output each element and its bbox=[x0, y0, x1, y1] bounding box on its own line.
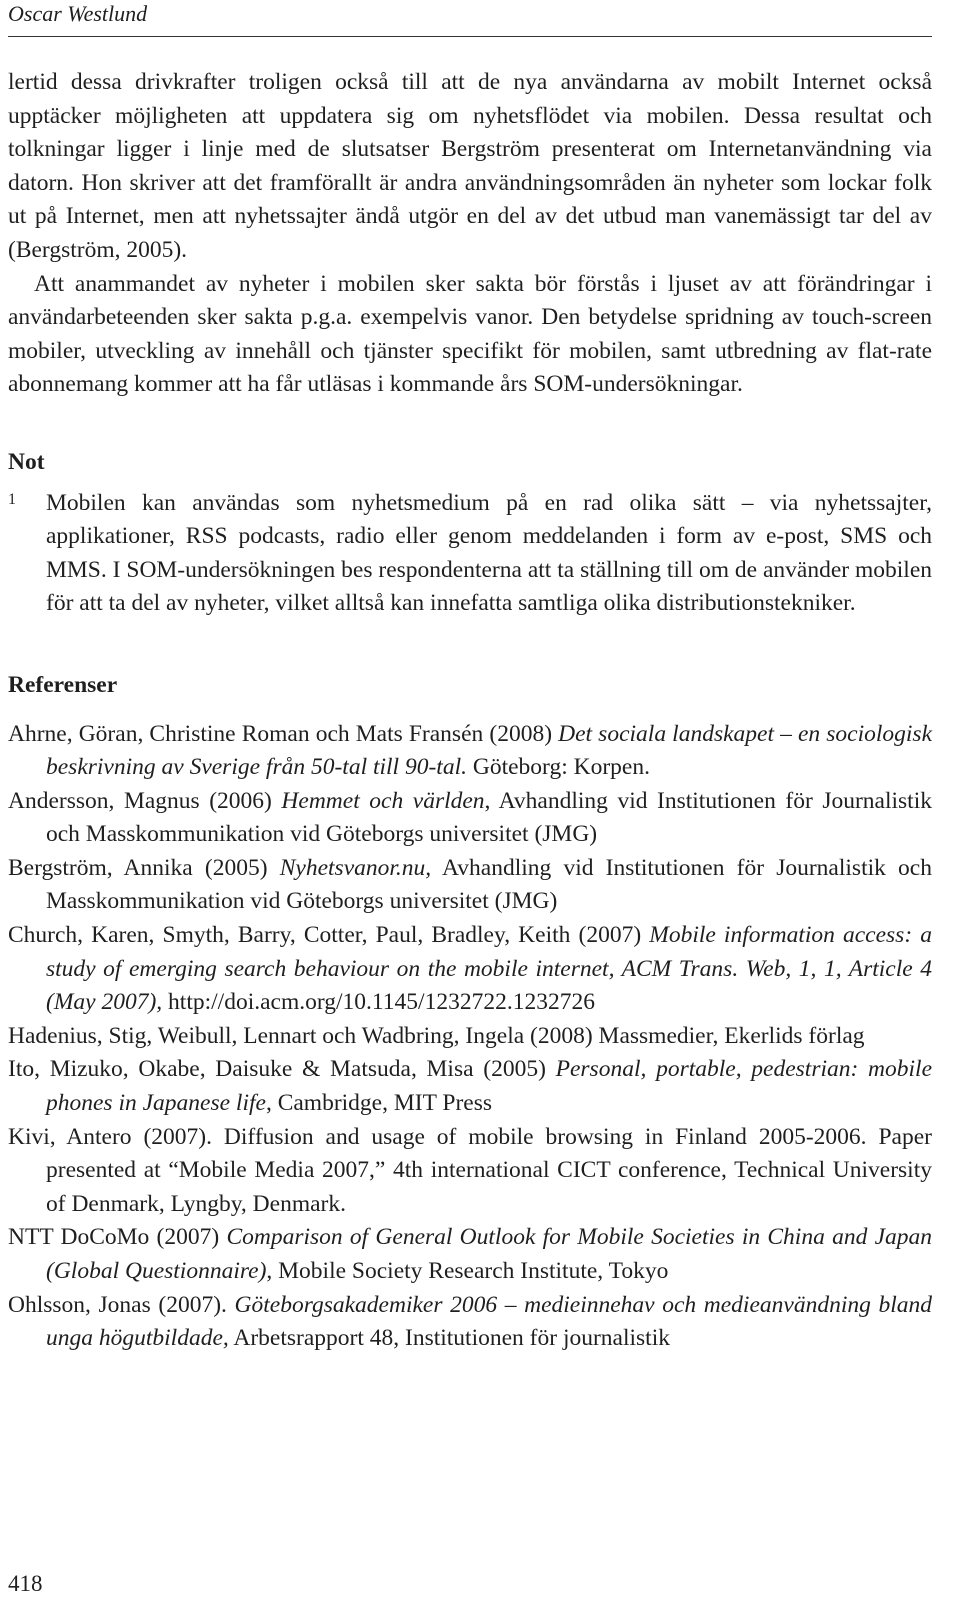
reference-title: Mobile information access: a study of emerging search behaviour on the mobile internet, ACM Trans. Web, 1, 1, Article 4 (May 2007), bbox=[46, 922, 932, 1016]
reference-title: Comparison of General Outlook for Mobile Societies in China and Japan (Global Questionnaire) bbox=[46, 1224, 932, 1284]
reference-author: NTT DoCoMo (2007) bbox=[8, 1224, 227, 1251]
reference-details: , Avhandling vid Institutionen för Journalistik och Masskommunikation vid Göteborgs universitet (JMG) bbox=[46, 787, 932, 848]
page-content bbox=[8, 66, 932, 1356]
reference-title: Det sociala landskapet – en sociologisk beskrivning av Sverige från 50-tal till 90-tal. bbox=[46, 720, 932, 781]
footnote-text: Mobilen kan användas som nyhetsmedium på en rad olika sätt – via nyhetssajter, applikationer, RSS podcasts, radio eller genom meddelanden i form av e-post, SMS och MMS. I SOM-undersökningen bes respondenterna att ta ställning till om de använder mobilen för att ta del av nyheter, vilket alltså kan innefatta samtliga olika distributionstekniker. bbox=[46, 489, 932, 617]
reference-item bbox=[8, 1020, 932, 1054]
reference-title: Göteborgsakademiker 2006 – medieinnehav och medieanvändning bland unga högutbildade, bbox=[46, 1291, 932, 1352]
reference-author: Andersson, Magnus (2006) bbox=[8, 787, 282, 814]
reference-item bbox=[8, 718, 932, 785]
reference-item bbox=[8, 1289, 932, 1356]
reference-author: Ohlsson, Jonas (2007). bbox=[8, 1291, 235, 1318]
reference-details: , Cambridge, MIT Press bbox=[265, 1090, 492, 1117]
reference-item bbox=[8, 919, 932, 1020]
references-heading: Referenser bbox=[8, 671, 118, 698]
page-number: 418 bbox=[8, 1571, 43, 1596]
reference-title: Personal, portable, pedestrian: mobile phones in Japanese life bbox=[46, 1056, 932, 1117]
page-header bbox=[8, 0, 932, 37]
reference-author: Church, Karen, Smyth, Barry, Cotter, Paul, Bradley, Keith (2007) bbox=[8, 922, 650, 949]
body-paragraph: lertid dessa drivkrafter troligen också till att de nya användarna av mobilt Internet också upptäcker möjligheten att uppdatera sig om nyhetsflödet via mobilen. Dessa resultat och tolkningar ligger i linje med de slutsatser Bergström presenterat om Internetanvändning via datorn. Hon skriver att det framförallt är andra användningsområden än nyheter som lockar folk ut på Internet, men att nyhetssajter ändå utgör en del av det utbud man vanemässigt tar del av (Bergström, 2005). bbox=[8, 69, 932, 263]
reference-details: Arbetsrapport 48, Institutionen för journalistik bbox=[228, 1325, 670, 1352]
body-paragraph: Att anammandet av nyheter i mobilen sker sakta bör förstås i ljuset av att förändringar i användarbeteenden sker sakta p.g.a. exempelvis vanor. Den betydelse spridning av touch-screen mobiler, utveckling av innehåll och tjänster specifikt för mobilen, samt utbredning av flat-rate abonnemang kommer att ha får utläsas i kommande års SOM-undersökningar. bbox=[8, 270, 932, 398]
reference-details: Göteborg: Korpen. bbox=[466, 754, 650, 781]
reference-author: Ito, Mizuko, Okabe, Daisuke & Matsuda, Misa (2005) bbox=[8, 1056, 556, 1083]
reference-author: Kivi, Antero (2007). Diffusion and usage of mobile browsing in Finland 2005-2006. Paper presented at “Mobile Media 2007,” 4th international CICT conference, Technical University of Denmark, Lyngby, Denmark. bbox=[8, 1123, 932, 1217]
footnote-number: 1 bbox=[8, 490, 16, 508]
reference-author: Hadenius, Stig, Weibull, Lennart och Wadbring, Ingela (2008) Massmedier, Ekerlids förlag bbox=[8, 1022, 865, 1049]
reference-details: http://doi.acm.org/10.1145/1232722.1232726 bbox=[162, 989, 595, 1016]
reference-item bbox=[8, 785, 932, 852]
reference-item bbox=[8, 852, 932, 919]
reference-author: Ahrne, Göran, Christine Roman och Mats Fransén (2008) bbox=[8, 720, 559, 747]
reference-item bbox=[8, 1053, 932, 1120]
notes-heading: Not bbox=[8, 448, 45, 475]
running-head: Oscar Westlund bbox=[8, 1, 148, 26]
reference-item bbox=[8, 1221, 932, 1288]
reference-details: , Mobile Society Research Institute, Tokyo bbox=[266, 1258, 669, 1284]
reference-author: Bergström, Annika (2005) bbox=[8, 854, 280, 881]
reference-title: Hemmet och världen bbox=[281, 787, 485, 814]
reference-title: Nyhetsvanor.nu, bbox=[279, 854, 432, 881]
reference-list bbox=[8, 718, 932, 1356]
reference-item bbox=[8, 1121, 932, 1222]
reference-details: Avhandling vid Institutionen för Journalistik och Masskommunikation vid Göteborgs universitet (JMG) bbox=[46, 854, 932, 915]
footnote bbox=[8, 487, 932, 621]
